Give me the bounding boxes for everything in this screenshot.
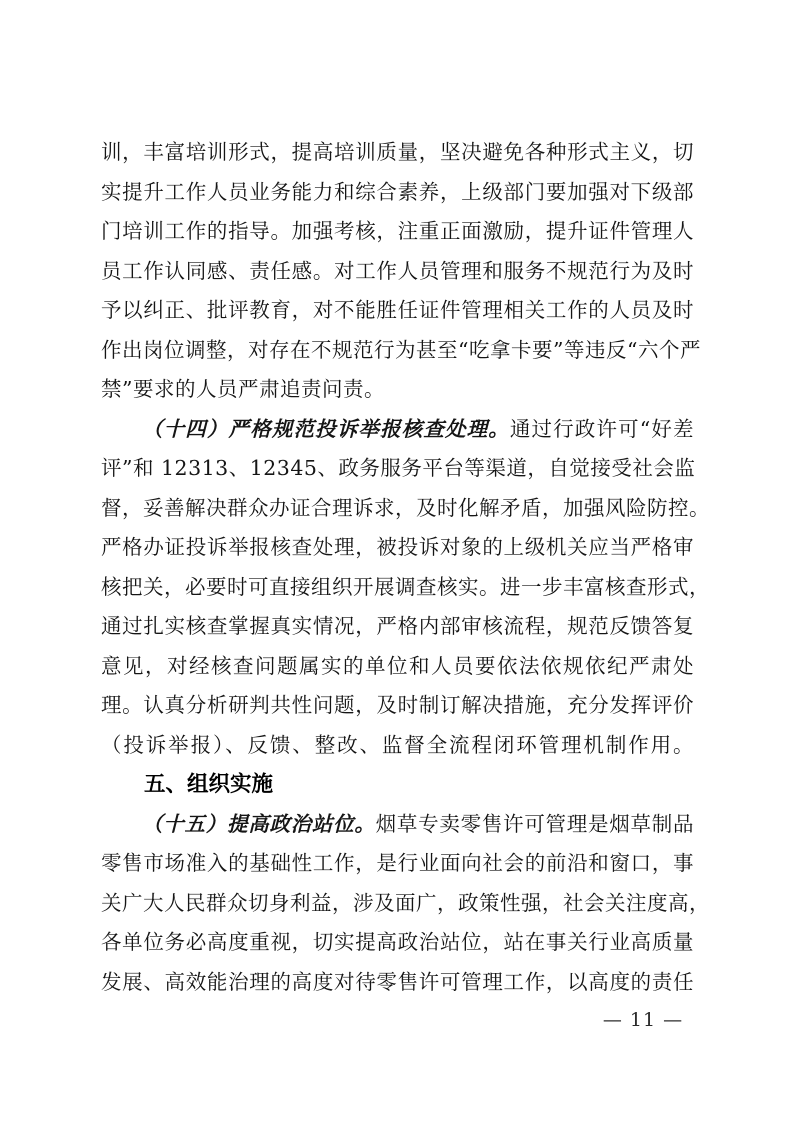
body-line: 核把关，必要时可直接组织开展调查核实。进一步丰富核查形式， (101, 574, 710, 599)
body-line: 理。认真分析研判共性问题，及时制订解决措施，充分发挥评价 (101, 693, 694, 717)
body-line: 予以纠正、批评教育，对不能胜任证件管理相关工作的人员及时 (101, 298, 694, 322)
body-line: 实提升工作人员业务能力和综合素养，上级部门要加强对下级部 (101, 179, 694, 204)
body-line: 训，丰富培训形式，提高培训质量，坚决避免各种形式主义，切 (101, 140, 694, 164)
body-line: 督，妥善解决群众办证合理诉求，及时化解矛盾，加强风险防控。 (101, 495, 710, 520)
body-line: 各单位务必高度重视，切实提高政治站位，站在事关行业高质量 (101, 930, 694, 954)
paragraph-15-lead-rest: 烟草专卖零售许可管理是烟草制品 (375, 811, 694, 836)
body-line-paragraph-14-start (101, 410, 694, 450)
body-line: 严格办证投诉举报核查处理，被投诉对象的上级机关应当严格审 (101, 535, 694, 559)
body-line: 员工作认同感、责任感。对工作人员管理和服务不规范行为及时 (101, 258, 694, 283)
body-line: 零售市场准入的基础性工作，是行业面向社会的前沿和窗口，事 (101, 851, 694, 875)
body-line: 关广大人民群众切身利益，涉及面广，政策性强，社会关注度高， (101, 890, 710, 915)
section-5-heading: 五、组织实施 (144, 772, 274, 797)
body-line: 发展、高效能治理的高度对待零售许可管理工作，以高度的责任 (101, 969, 694, 994)
paragraph-14-lead-rest: 通过行政许可“好差 (509, 416, 694, 441)
page-number: — 11 — (602, 1009, 684, 1031)
body-line: 作出岗位调整，对存在不规范行为甚至“吃拿卡要”等违反“六个严 (101, 337, 701, 362)
body-line: 禁”要求的人员严肃追责问责。 (101, 377, 385, 401)
paragraph-14-lead-in: （十四）严格规范投诉举报核查处理。 (142, 416, 510, 441)
body-line: 意见，对经核查问题属实的单位和人员要依法依规依纪严肃处 (101, 653, 694, 678)
body-line: 评”和 12313、12345、政务服务平台等渠道，自觉接受社会监 (101, 456, 696, 480)
paragraph-15-lead-in: （十五）提高政治站位。 (142, 811, 376, 836)
body-line-paragraph-15-start (101, 805, 694, 845)
text-block (101, 133, 710, 1002)
body-line: 通过扎实核查掌握真实情况，严格内部审核流程，规范反馈答复 (101, 614, 694, 638)
body-line: 门培训工作的指导。加强考核，注重正面激励，提升证件管理人 (101, 219, 694, 243)
body-line: （投诉举报）、反馈、整改、监督全流程闭环管理机制作用。 (101, 732, 694, 757)
